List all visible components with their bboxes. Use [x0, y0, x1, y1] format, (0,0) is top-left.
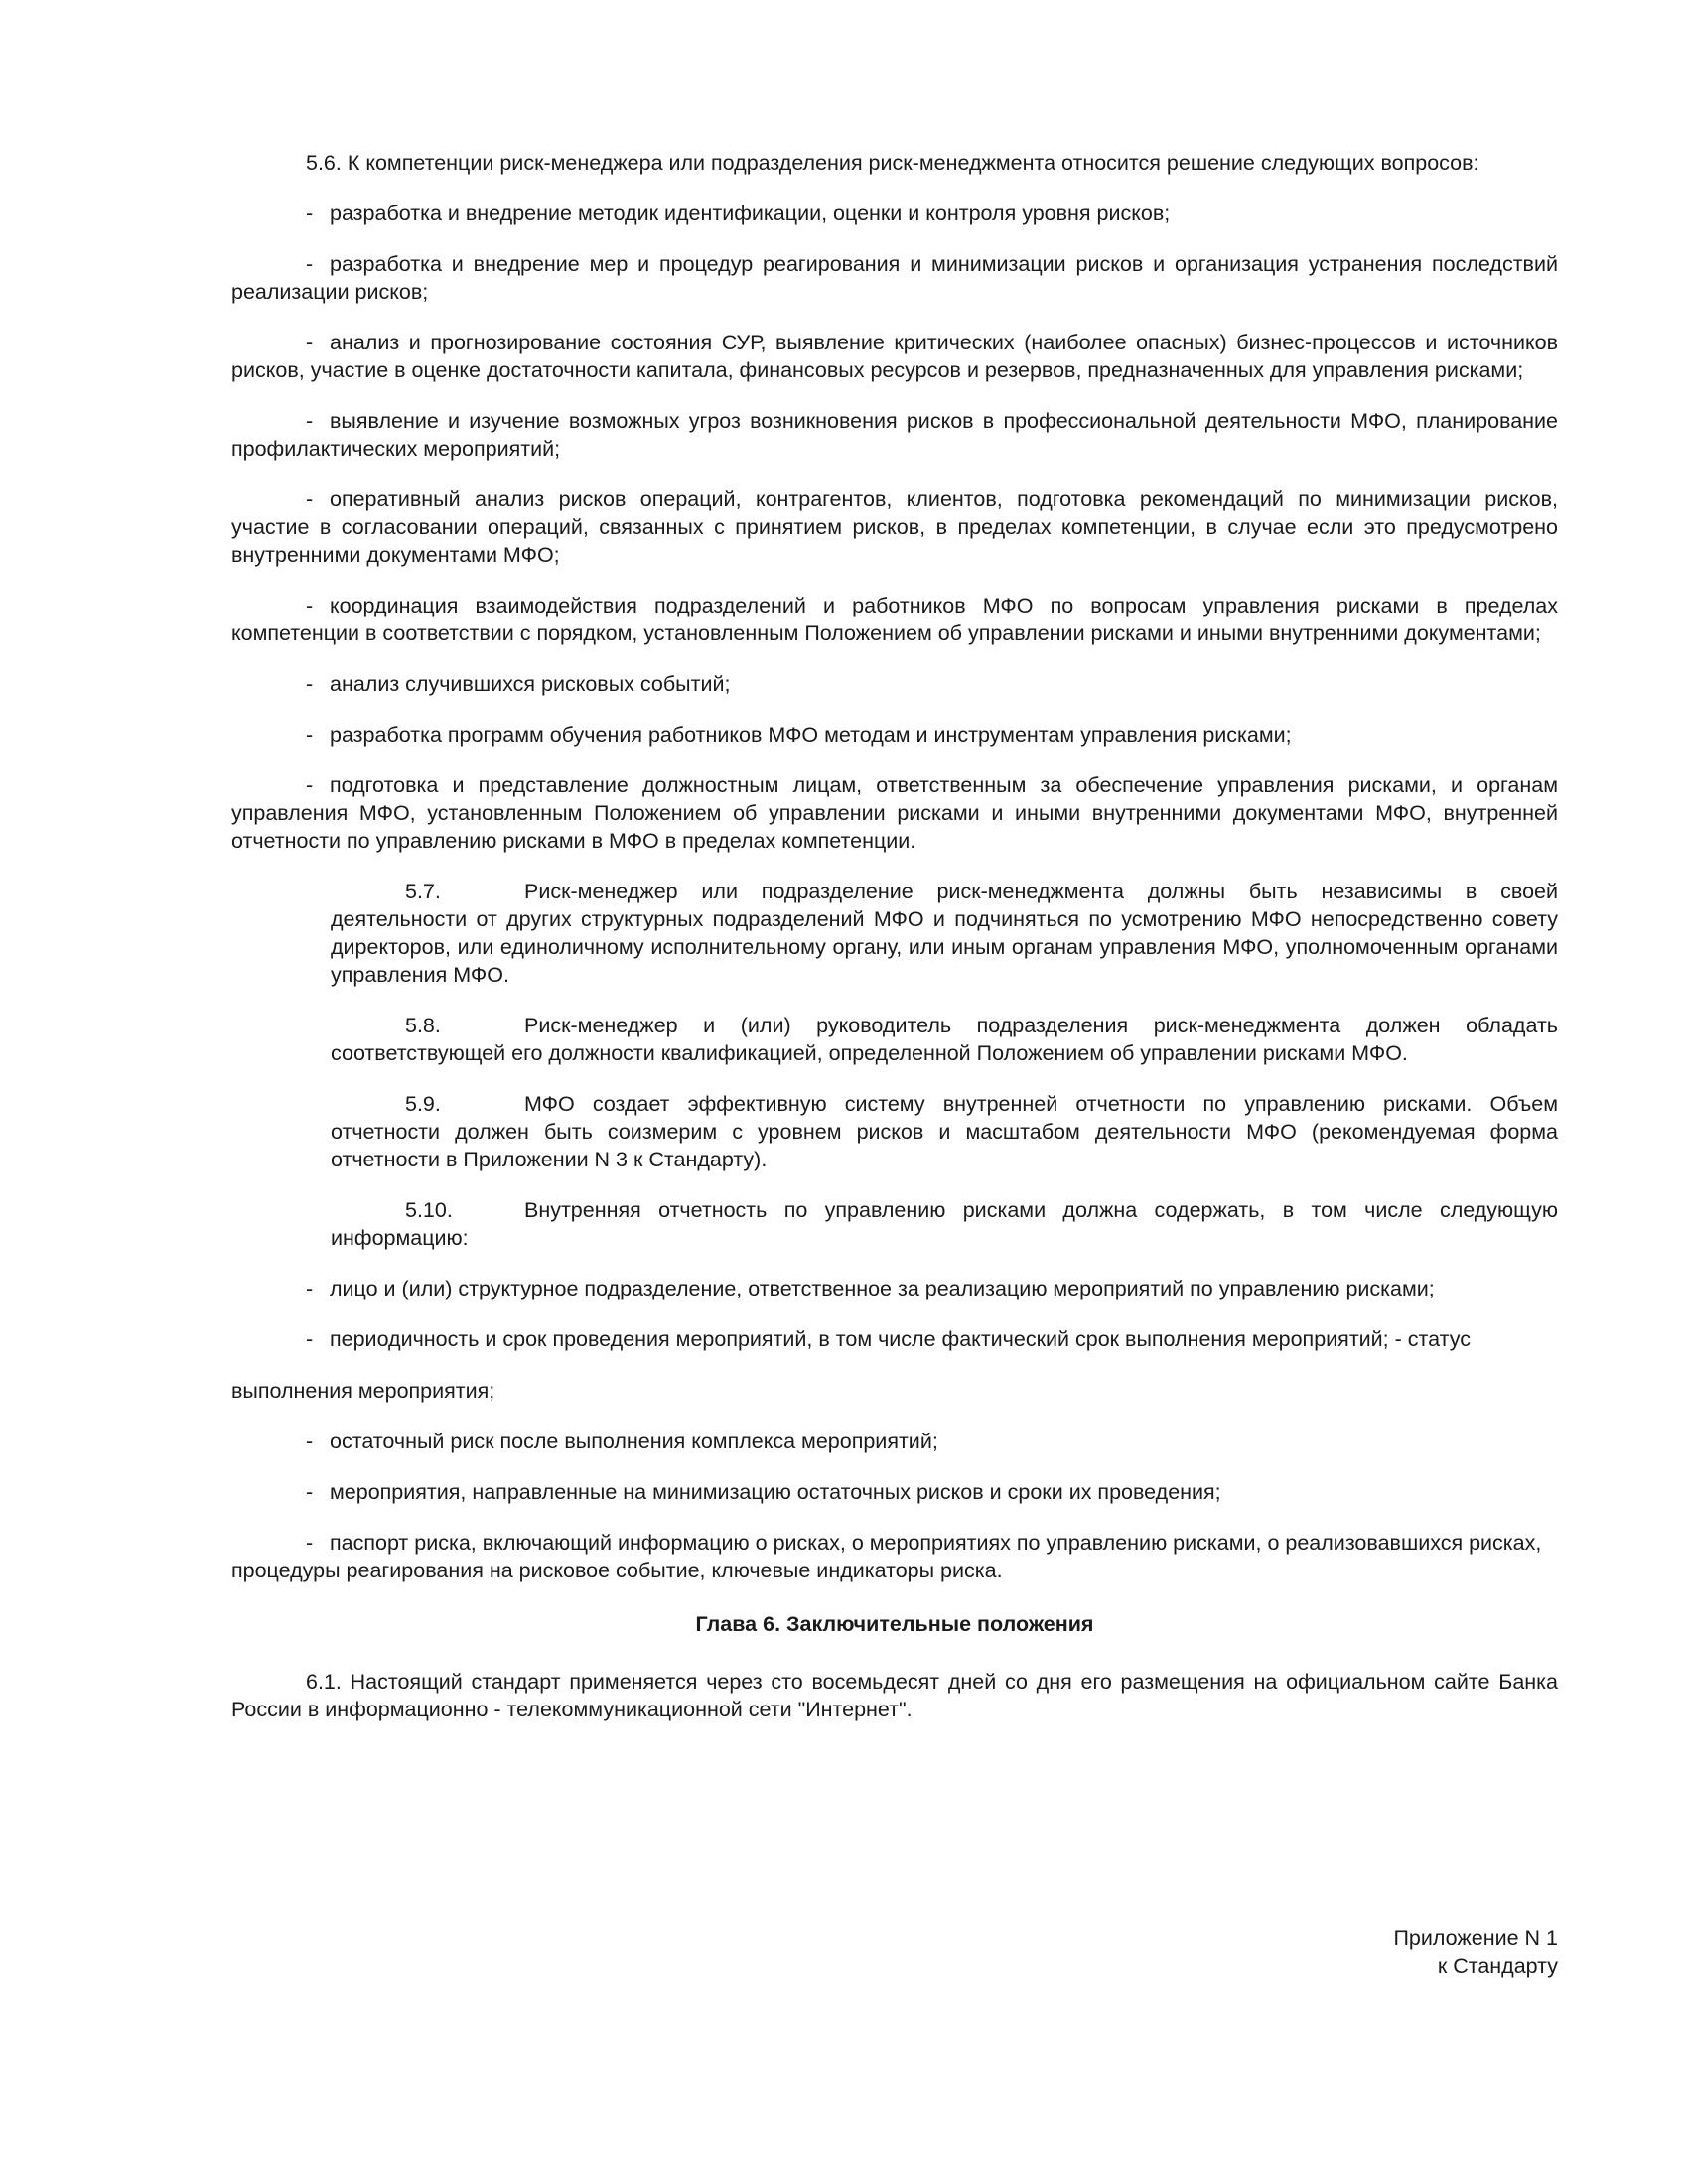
- paragraph-number: 5.8.: [405, 1014, 441, 1037]
- list-item: - анализ и прогнозирование состояния СУР, выявление критических (наиболее опасных) бизнес-процессов и источников рисков, участие в оценке достаточности капитала, финансовых ресурсов и резервов, предназначенных для управления рисками;: [231, 331, 1558, 382]
- dash-marker: -: [306, 1480, 314, 1504]
- list-item: - периодичность и срок проведения мероприятий, в том числе фактический срок выполнения мероприятий; - статус: [306, 1327, 1471, 1351]
- paragraph-5-6: 5.6. К компетенции риск-менеджера или подразделения риск-менеджмента относится решение следующих вопросов:: [306, 151, 1479, 175]
- list-item: - координация взаимодействия подразделений и работников МФО по вопросам управления рисками в пределах компетенции в соответствии с порядком, установленным Положением об управлении рисками и иными внутренними документами;: [231, 594, 1558, 645]
- dash-marker: -: [306, 1327, 314, 1351]
- dash-marker: -: [306, 409, 314, 433]
- dash-marker: -: [306, 487, 314, 511]
- list-item: - лицо и (или) структурное подразделение, ответственное за реализацию мероприятий по управлению рисками;: [306, 1277, 1435, 1300]
- dash-marker: -: [306, 331, 314, 354]
- list-item: - выявление и изучение возможных угроз возникновения рисков в профессиональной деятельности МФО, планирование профилактических мероприятий;: [231, 409, 1558, 461]
- appendix-line: к Стандарту: [1437, 1954, 1558, 1978]
- list-item: - анализ случившихся рисковых событий;: [306, 672, 731, 696]
- paragraph-number: 5.10.: [405, 1198, 453, 1222]
- list-item-continuation: выполнения мероприятия;: [231, 1379, 495, 1403]
- paragraph-5-8: 5.8. Риск-менеджер и (или) руководитель подразделения риск-менеджмента должен обладать соответствующей его должности квалификацией, определенной Положением об управлении рисками МФО.: [331, 1014, 1558, 1065]
- list-item: - разработка и внедрение методик идентификации, оценки и контроля уровня рисков;: [306, 202, 1171, 225]
- chapter-heading: Глава 6. Заключительные положения: [695, 1612, 1094, 1636]
- appendix-line: Приложение N 1: [1393, 1926, 1558, 1950]
- paragraph-6-1: 6.1. Настоящий стандарт применяется через сто восемьдесят дней со дня его размещения на официальном сайте Банка России в информационно - телекоммуникационной сети "Интернет".: [231, 1670, 1558, 1721]
- list-item: - остаточный риск после выполнения комплекса мероприятий;: [306, 1430, 938, 1453]
- paragraph-5-10: 5.10. Внутренняя отчетность по управлению рисками должна содержать, в том числе следующую информацию:: [331, 1198, 1558, 1250]
- dash-marker: -: [306, 202, 314, 225]
- list-item: - оперативный анализ рисков операций, контрагентов, клиентов, подготовка рекомендаций по минимизации рисков, участие в согласовании операций, связанных с принятием рисков, в пределах компетенции, в случае если это предусмотрено внутренними документами МФО;: [231, 487, 1558, 567]
- paragraph-number: 5.9.: [405, 1092, 441, 1116]
- document-page: [231, 149, 1558, 1746]
- dash-marker: -: [306, 1531, 314, 1555]
- dash-marker: -: [306, 252, 314, 276]
- list-item: - мероприятия, направленные на минимизацию остаточных рисков и сроки их проведения;: [306, 1480, 1221, 1504]
- list-item: - подготовка и представление должностным лицам, ответственным за обеспечение управления рисками, и органам управления МФО, установленным Положением об управлении рисками и иными внутренними документами МФО, внутренней отчетности по управлению рисками в МФО в пределах компетенции.: [231, 773, 1558, 853]
- appendix-label: [1393, 1924, 1558, 1979]
- dash-marker: -: [306, 594, 314, 617]
- paragraph-5-9: 5.9. МФО создает эффективную систему внутренней отчетности по управлению рисками. Объем отчетности должен быть соизмерим с уровнем рисков и масштабом деятельности МФО (рекомендуемая форма отчетности в Приложении N 3 к Стандарту).: [331, 1092, 1558, 1171]
- dash-marker: -: [306, 1277, 314, 1300]
- dash-marker: -: [306, 773, 314, 797]
- list-item: - паспорт риска, включающий информацию о рисках, о мероприятиях по управлению рисками, о реализовавшихся рисках, процедуры реагирования на рисковое событие, ключевые индикаторы риска.: [231, 1531, 1542, 1582]
- paragraph-number: 5.7.: [405, 880, 441, 903]
- list-item: - разработка программ обучения работников МФО методам и инструментам управления рисками;: [306, 723, 1292, 747]
- dash-marker: -: [306, 723, 314, 747]
- paragraph-5-7: 5.7. Риск-менеджер или подразделение риск-менеджмента должны быть независимы в своей деятельности от других структурных подразделений МФО и подчиняться по усмотрению МФО непосредственно совету директоров, или единоличному исполнительному органу, или иным органам управления МФО, уполномоченным органами управления МФО.: [331, 880, 1558, 987]
- dash-marker: -: [306, 672, 314, 696]
- dash-marker: -: [306, 1430, 314, 1453]
- list-item: - разработка и внедрение мер и процедур реагирования и минимизации рисков и организация устранения последствий реализации рисков;: [231, 252, 1558, 304]
